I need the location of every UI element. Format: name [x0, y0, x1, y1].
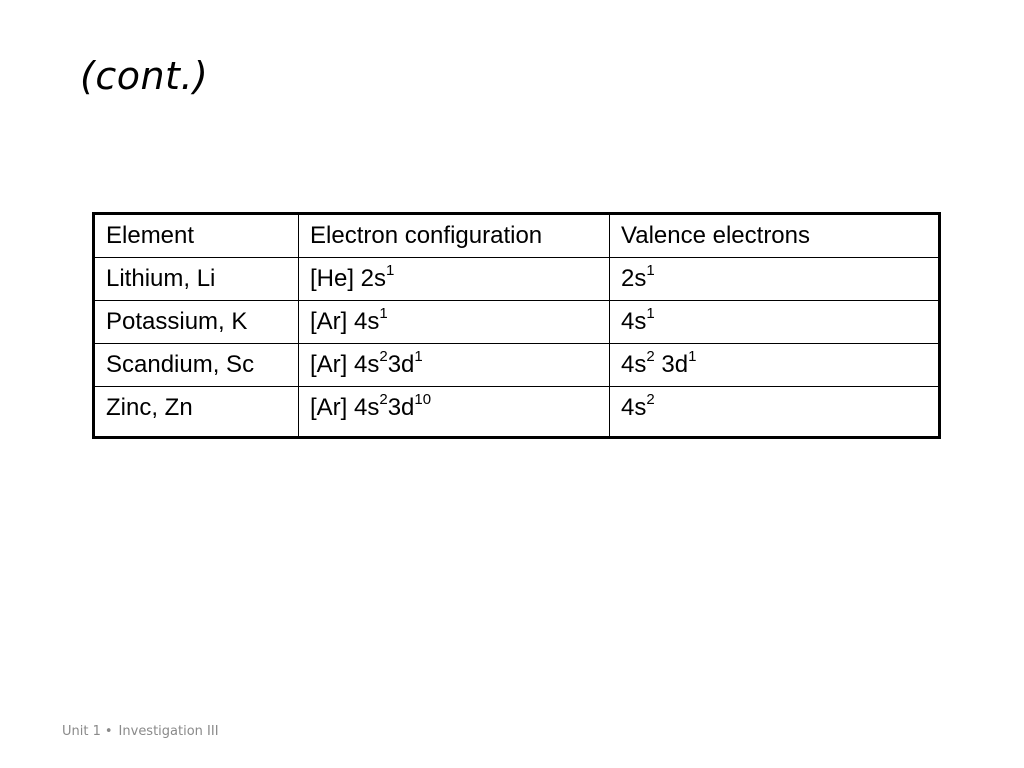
configuration-core: [Ar] 4s — [310, 308, 380, 335]
configuration-cell — [299, 301, 610, 344]
valence-superscript: 1 — [646, 262, 655, 279]
table-header-row — [94, 214, 940, 258]
configuration-superscript: 1 — [386, 262, 395, 279]
configuration-cell — [299, 258, 610, 301]
element-cell: Zinc, Zn — [94, 387, 299, 438]
valence-cell — [610, 258, 940, 301]
configuration-superscript: 10 — [414, 391, 432, 408]
valence-superscript: 1 — [688, 348, 697, 365]
valence-base: 4s — [621, 351, 647, 378]
configuration-core: [Ar] 4s — [310, 351, 380, 378]
valence-superscript: 2 — [646, 391, 655, 408]
slide-footer — [62, 724, 219, 739]
slide-title: (cont.) — [80, 54, 209, 98]
valence-orbital: 3d — [654, 351, 689, 378]
table-row — [94, 344, 940, 387]
valence-superscript: 1 — [646, 305, 655, 322]
element-cell: Lithium, Li — [94, 258, 299, 301]
element-cell: Potassium, K — [94, 301, 299, 344]
configuration-core: [Ar] 4s — [310, 394, 380, 421]
valence-base: 2s — [621, 265, 647, 292]
valence-cell — [610, 344, 940, 387]
configuration-superscript: 1 — [379, 305, 388, 322]
valence-base: 4s — [621, 394, 647, 421]
element-cell: Scandium, Sc — [94, 344, 299, 387]
valence-cell — [610, 301, 940, 344]
footer-unit: Unit 1 — [62, 724, 101, 739]
footer-bullet: • — [104, 724, 113, 739]
configuration-cell — [299, 387, 610, 438]
configuration-cell — [299, 344, 610, 387]
configuration-superscript: 2 — [379, 348, 388, 365]
valence-superscript: 2 — [646, 348, 655, 365]
configuration-superscript: 2 — [379, 391, 388, 408]
valence-base: 4s — [621, 308, 647, 335]
electron-configuration-table — [92, 212, 941, 439]
table-row — [94, 301, 940, 344]
header-electron-configuration: Electron configuration — [299, 214, 610, 258]
header-valence-electrons: Valence electrons — [610, 214, 940, 258]
configuration-superscript: 1 — [414, 348, 423, 365]
configuration-core: [He] 2s — [310, 265, 387, 292]
footer-section: Investigation III — [118, 724, 219, 739]
header-element: Element — [94, 214, 299, 258]
configuration-orbital: 3d — [387, 394, 415, 421]
table-row — [94, 387, 940, 438]
valence-cell — [610, 387, 940, 438]
configuration-orbital: 3d — [387, 351, 415, 378]
table-row — [94, 258, 940, 301]
